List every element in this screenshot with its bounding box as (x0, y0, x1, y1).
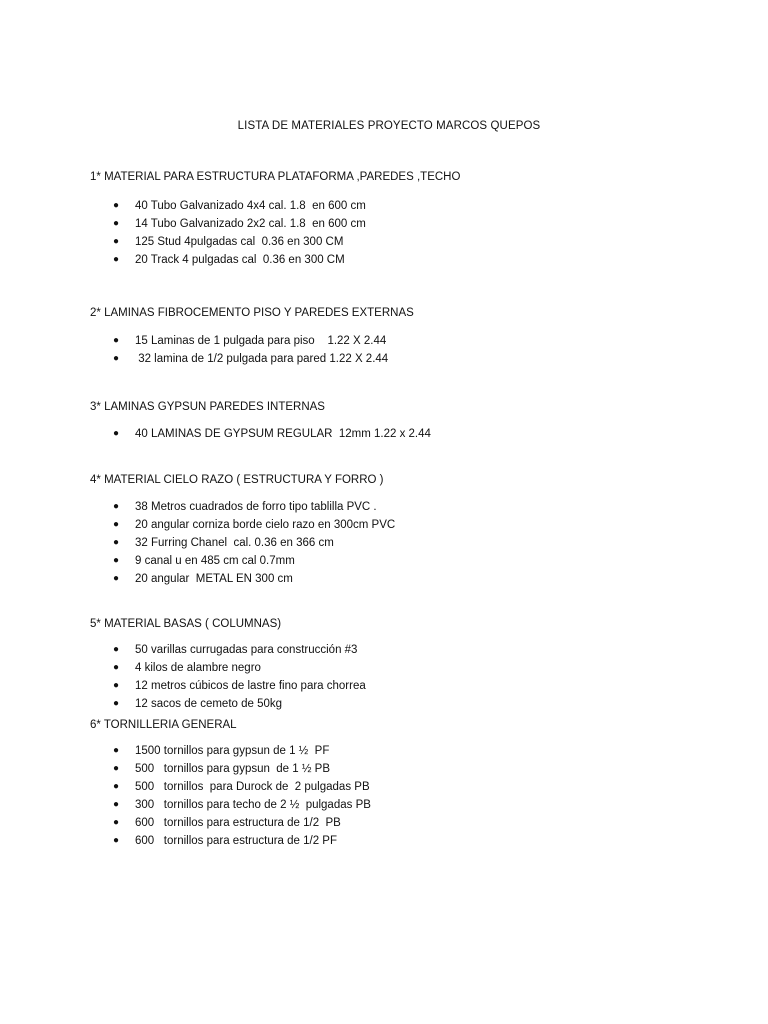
list-item (0, 516, 768, 534)
item-text: 600 tornillos para estructura de 1/2 PF (135, 835, 337, 847)
bullet-icon: ● (113, 835, 120, 846)
item-text: 1500 tornillos para gypsun de 1 ½ PF (135, 745, 330, 757)
list-item (0, 778, 768, 796)
bullet-icon: ● (113, 817, 120, 828)
list-item (0, 332, 768, 350)
section-heading: 5* MATERIAL BASAS ( COLUMNAS) (90, 618, 282, 630)
list-item (0, 695, 768, 713)
item-text: 15 Laminas de 1 pulgada para piso 1.22 X 2.44 (135, 335, 387, 347)
list-item (0, 425, 768, 443)
bullet-icon: ● (113, 335, 120, 346)
item-text: 32 lamina de 1/2 pulgada para pared 1.22 X 2.44 (135, 353, 389, 365)
list-item (0, 832, 768, 850)
item-text: 12 sacos de cemeto de 50kg (135, 698, 283, 710)
bullet-icon: ● (113, 555, 120, 566)
item-text: 600 tornillos para estructura de 1/2 PB (135, 817, 341, 829)
item-list (0, 197, 768, 269)
item-text: 500 tornillos para gypsun de 1 ½ PB (135, 763, 330, 775)
list-item (0, 641, 768, 659)
bullet-icon: ● (113, 644, 120, 655)
list-item (0, 215, 768, 233)
bullet-icon: ● (113, 501, 120, 512)
bullet-icon: ● (113, 254, 120, 265)
item-text: 9 canal u en 485 cm cal 0.7mm (135, 555, 295, 567)
bullet-icon: ● (113, 353, 120, 364)
document-title: LISTA DE MATERIALES PROYECTO MARCOS QUEPOS (237, 120, 541, 132)
list-item (0, 233, 768, 251)
list-item (0, 760, 768, 778)
item-text: 300 tornillos para techo de 2 ½ pulgadas PB (135, 799, 371, 811)
bullet-icon: ● (113, 236, 120, 247)
section-heading: 3* LAMINAS GYPSUN PAREDES INTERNAS (90, 401, 325, 413)
section-heading: 1* MATERIAL PARA ESTRUCTURA PLATAFORMA ,PAREDES ,TECHO (90, 171, 461, 183)
bullet-icon: ● (113, 537, 120, 548)
item-text: 38 Metros cuadrados de forro tipo tablilla PVC . (135, 501, 377, 513)
item-list (0, 498, 768, 588)
item-text: 12 metros cúbicos de lastre fino para chorrea (135, 680, 366, 692)
list-item (0, 659, 768, 677)
item-list (0, 742, 768, 850)
bullet-icon: ● (113, 781, 120, 792)
list-item (0, 197, 768, 215)
item-text: 32 Furring Chanel cal. 0.36 en 366 cm (135, 537, 334, 549)
list-item (0, 552, 768, 570)
bullet-icon: ● (113, 519, 120, 530)
bullet-icon: ● (113, 428, 120, 439)
item-text: 125 Stud 4pulgadas cal 0.36 en 300 CM (135, 236, 344, 248)
bullet-icon: ● (113, 763, 120, 774)
item-list (0, 332, 768, 368)
item-text: 40 LAMINAS DE GYPSUM REGULAR 12mm 1.22 x 2.44 (135, 428, 431, 440)
item-text: 4 kilos de alambre negro (135, 662, 261, 674)
list-item (0, 814, 768, 832)
list-item (0, 570, 768, 588)
bullet-icon: ● (113, 799, 120, 810)
section-heading: 4* MATERIAL CIELO RAZO ( ESTRUCTURA Y FORRO ) (90, 474, 384, 486)
item-list (0, 641, 768, 713)
item-list (0, 425, 768, 443)
bullet-icon: ● (113, 573, 120, 584)
bullet-icon: ● (113, 745, 120, 756)
section-heading: 2* LAMINAS FIBROCEMENTO PISO Y PAREDES EXTERNAS (90, 307, 414, 319)
item-text: 500 tornillos para Durock de 2 pulgadas PB (135, 781, 370, 793)
item-text: 40 Tubo Galvanizado 4x4 cal. 1.8 en 600 cm (135, 200, 366, 212)
list-item (0, 677, 768, 695)
item-text: 20 angular corniza borde cielo razo en 300cm PVC (135, 519, 396, 531)
bullet-icon: ● (113, 662, 120, 673)
item-text: 50 varillas currugadas para construcción #3 (135, 644, 358, 656)
list-item (0, 350, 768, 368)
item-text: 20 Track 4 pulgadas cal 0.36 en 300 CM (135, 254, 345, 266)
bullet-icon: ● (113, 698, 120, 709)
list-item (0, 534, 768, 552)
list-item (0, 251, 768, 269)
bullet-icon: ● (113, 200, 120, 211)
bullet-icon: ● (113, 680, 120, 691)
bullet-icon: ● (113, 218, 120, 229)
list-item (0, 796, 768, 814)
item-text: 14 Tubo Galvanizado 2x2 cal. 1.8 en 600 cm (135, 218, 366, 230)
section-heading: 6* TORNILLERIA GENERAL (90, 719, 237, 731)
list-item (0, 498, 768, 516)
item-text: 20 angular METAL EN 300 cm (135, 573, 293, 585)
list-item (0, 742, 768, 760)
